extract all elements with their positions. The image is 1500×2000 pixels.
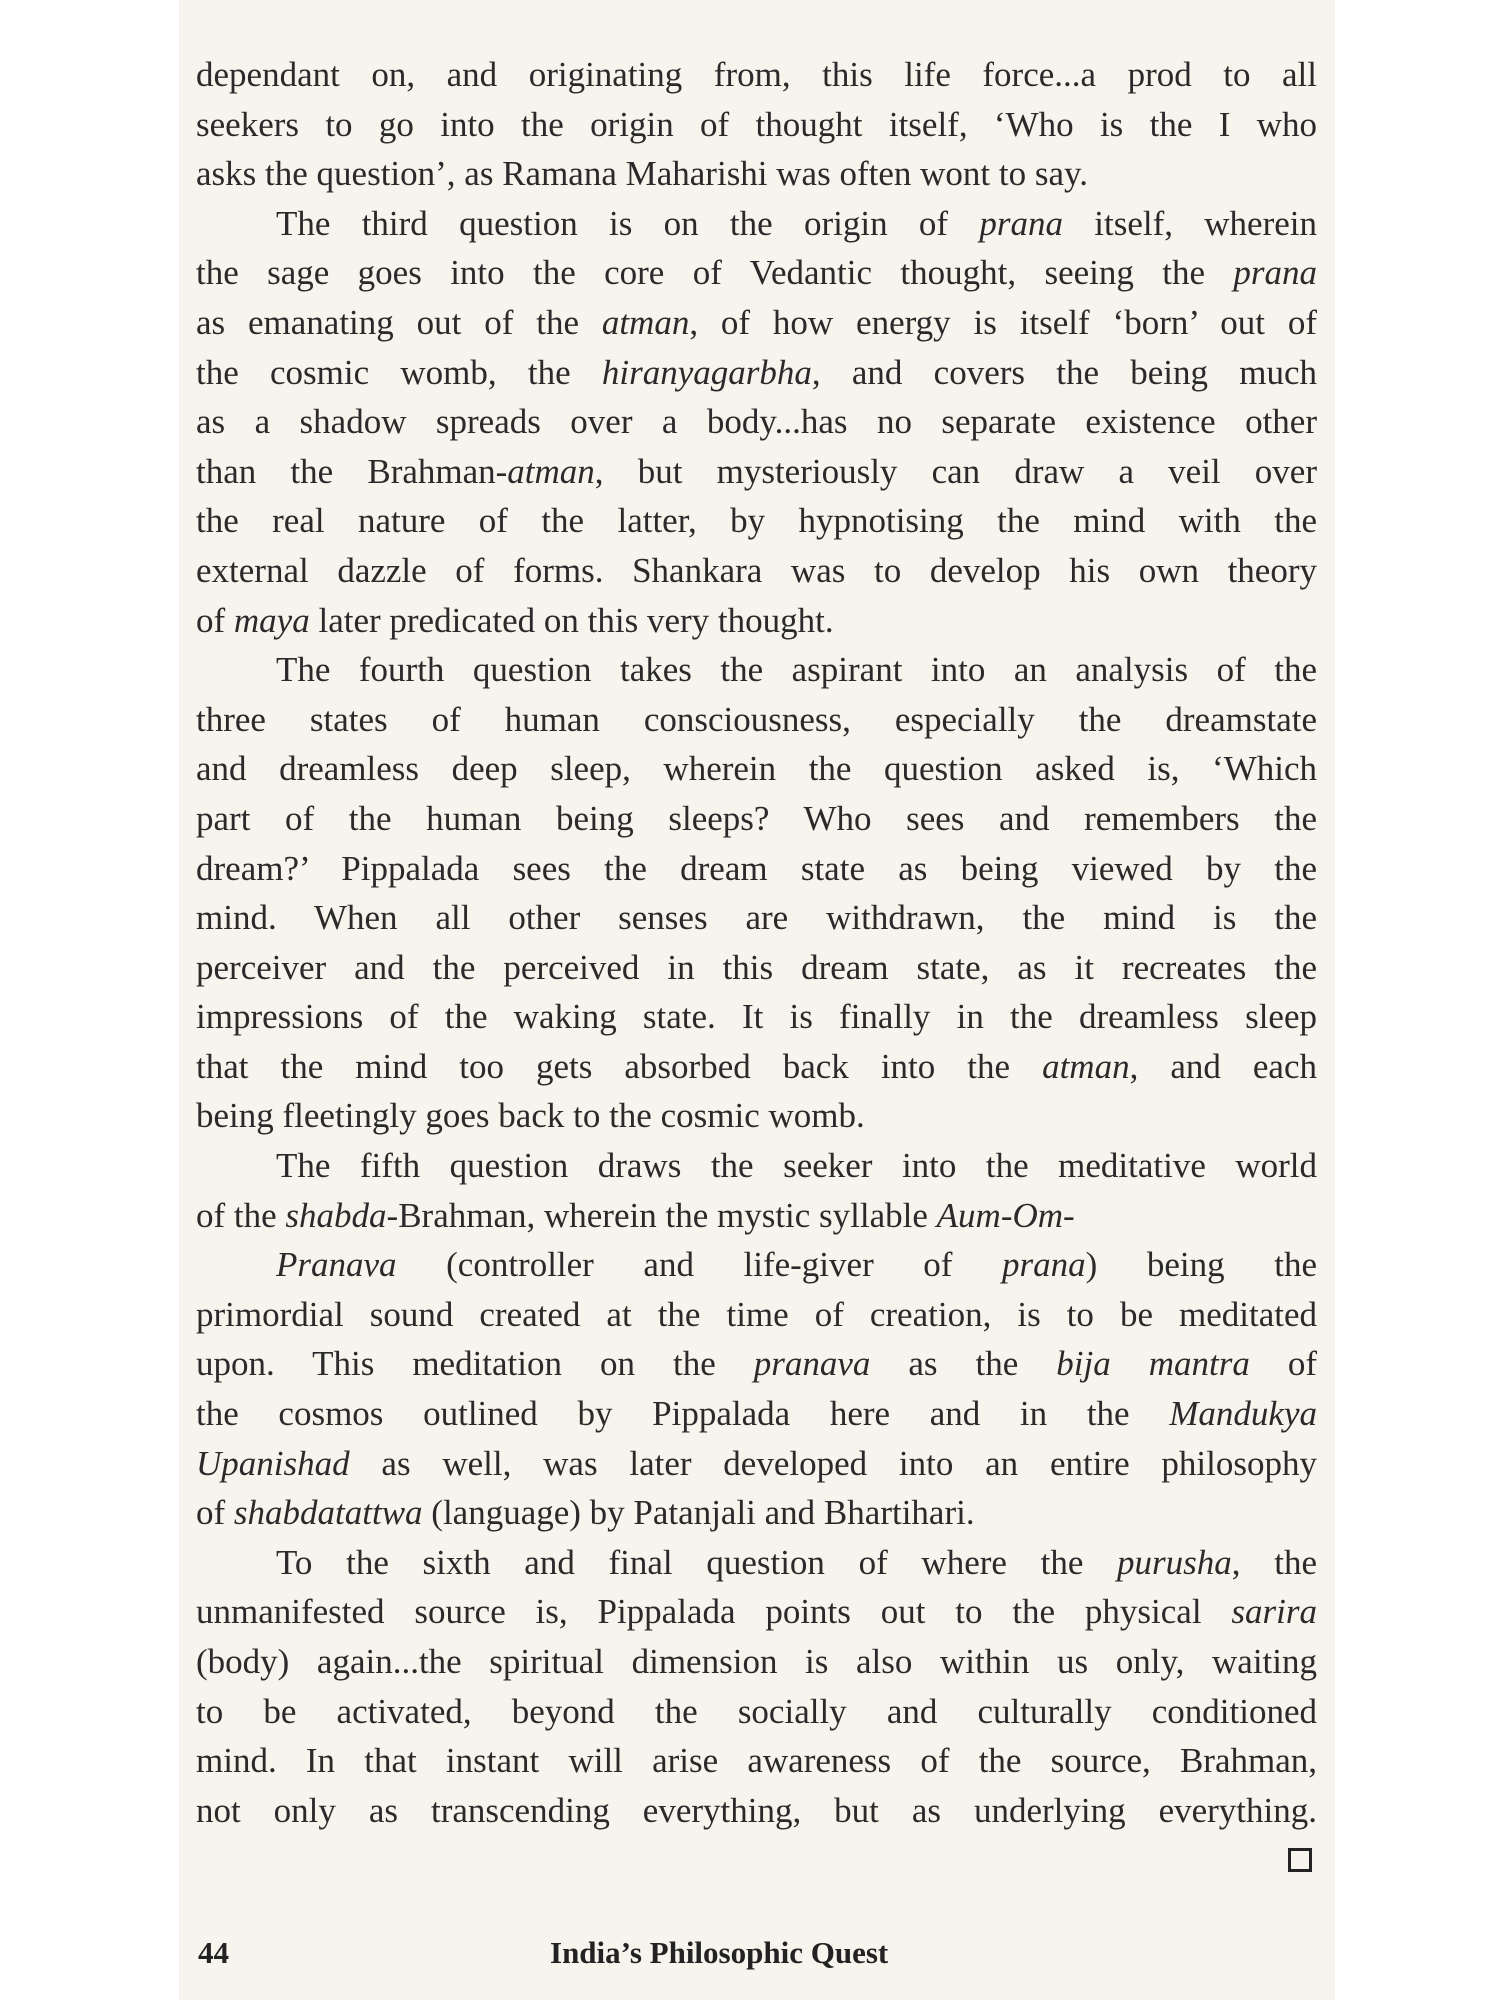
text-segment: -Brahman, wherein the mystic syllable bbox=[386, 1195, 937, 1235]
text-segment: three states of human consciousness, especially the dreamstate bbox=[196, 699, 1317, 739]
text-segment: mind. When all other senses are withdrawn, the mind is the bbox=[196, 898, 1317, 938]
text-line bbox=[196, 992, 1317, 1042]
italic-term: Aum-Om- bbox=[936, 1195, 1075, 1235]
text-line bbox=[196, 1240, 1317, 1290]
text-segment: being fleetingly goes back to the cosmic womb. bbox=[196, 1096, 865, 1136]
text-line bbox=[196, 50, 1317, 100]
text-line bbox=[196, 1439, 1317, 1489]
end-of-chapter-square-icon bbox=[1288, 1848, 1312, 1872]
italic-term: Upanishad bbox=[196, 1443, 350, 1483]
text-line bbox=[196, 1587, 1317, 1637]
text-segment: as a shadow spreads over a body...has no separate existence other bbox=[196, 402, 1317, 442]
text-line bbox=[196, 397, 1317, 447]
text-segment: dependant on, and originating from, this life force...a prod to all bbox=[196, 55, 1317, 94]
text-segment: the sage goes into the core of Vedantic thought, seeing the bbox=[196, 253, 1234, 293]
text-segment: as the bbox=[870, 1344, 1057, 1384]
text-line bbox=[196, 149, 1317, 199]
text-line bbox=[196, 199, 1317, 249]
text-line bbox=[196, 496, 1317, 546]
text-line bbox=[196, 100, 1317, 150]
text-segment: The third question is on the origin of bbox=[276, 203, 980, 243]
italic-term: shabda bbox=[285, 1195, 387, 1235]
text-segment: unmanifested source is, Pippalada points out to the physical bbox=[196, 1592, 1232, 1632]
text-line bbox=[196, 1339, 1317, 1389]
text-segment: To the sixth and final question of where the bbox=[276, 1542, 1118, 1582]
text-line bbox=[196, 893, 1317, 943]
text-segment: of bbox=[196, 1493, 234, 1533]
text-segment: mind. In that instant will arise awareness of the source, Brahman, bbox=[196, 1741, 1317, 1781]
italic-term: shabdatattwa bbox=[233, 1493, 423, 1533]
italic-term: atman bbox=[1042, 1046, 1130, 1086]
body-text bbox=[196, 50, 1317, 1835]
italic-term: prana bbox=[1233, 253, 1317, 293]
text-segment: that the mind too gets absorbed back into the bbox=[196, 1046, 1043, 1086]
text-line bbox=[196, 1042, 1317, 1092]
text-segment: the cosmic womb, the bbox=[196, 352, 602, 392]
text-line bbox=[196, 1687, 1317, 1737]
text-segment: (body) again...the spiritual dimension is also within us only, waiting bbox=[196, 1642, 1317, 1681]
text-line bbox=[196, 1389, 1317, 1439]
italic-term: Pranava bbox=[276, 1245, 397, 1285]
text-line bbox=[196, 348, 1317, 398]
italic-term: hiranyagarbha bbox=[601, 352, 812, 392]
text-line bbox=[196, 794, 1317, 844]
text-line bbox=[196, 1538, 1317, 1588]
text-segment: The fourth question takes the aspirant into an analysis of the bbox=[276, 650, 1317, 690]
text-segment: ) being the bbox=[1085, 1245, 1317, 1285]
page-number: 44 bbox=[198, 1935, 229, 1970]
text-line bbox=[196, 1488, 1317, 1538]
text-line bbox=[196, 1786, 1317, 1836]
italic-term: Mandukya bbox=[1169, 1394, 1317, 1434]
text-segment: the cosmos outlined by Pippalada here and in the bbox=[196, 1394, 1170, 1434]
text-line bbox=[196, 1091, 1317, 1141]
italic-term: prana bbox=[979, 203, 1063, 243]
text-line bbox=[196, 546, 1317, 596]
text-line bbox=[196, 1637, 1317, 1687]
text-segment: , and each bbox=[1129, 1046, 1317, 1086]
italic-term: sarira bbox=[1231, 1592, 1317, 1632]
text-line bbox=[196, 695, 1317, 745]
text-segment: asks the question’, as Ramana Maharishi was often wont to say. bbox=[196, 154, 1088, 194]
text-segment: dream?’ Pippalada sees the dream state as being viewed by the bbox=[196, 848, 1317, 888]
italic-term: bija mantra bbox=[1056, 1344, 1250, 1384]
text-segment: (controller and life-giver of bbox=[396, 1245, 1003, 1285]
text-line bbox=[196, 248, 1317, 298]
text-line bbox=[196, 298, 1317, 348]
italic-term: purusha bbox=[1117, 1542, 1232, 1582]
running-head: India’s Philosophic Quest bbox=[550, 1935, 889, 1970]
text-segment: the real nature of the latter, by hypnotising the mind with the bbox=[196, 501, 1317, 541]
text-segment: of the bbox=[196, 1195, 286, 1235]
text-segment: primordial sound created at the time of creation, is to be meditated bbox=[196, 1294, 1317, 1334]
text-segment: as well, was later developed into an entire philosophy bbox=[349, 1443, 1317, 1483]
italic-term: atman bbox=[601, 302, 690, 342]
text-line bbox=[196, 1141, 1317, 1191]
text-line bbox=[196, 744, 1317, 794]
text-segment: part of the human being sleeps? Who sees and remembers the bbox=[196, 798, 1317, 838]
italic-term: maya bbox=[233, 600, 310, 640]
italic-term: pranava bbox=[753, 1344, 871, 1384]
text-segment: The fifth question draws the seeker into the meditative world bbox=[276, 1146, 1317, 1186]
text-line bbox=[196, 1290, 1317, 1340]
text-segment: , but mysteriously can draw a veil over bbox=[594, 451, 1317, 491]
text-line bbox=[196, 844, 1317, 894]
text-segment: seekers to go into the origin of thought itself, ‘Who is the I who bbox=[196, 104, 1317, 144]
text-segment: impressions of the waking state. It is finally in the dreamless sleep bbox=[196, 997, 1317, 1037]
text-line bbox=[196, 943, 1317, 993]
text-segment: , of how energy is itself ‘born’ out of bbox=[689, 302, 1317, 342]
text-segment: (language) by Patanjali and Bhartihari. bbox=[422, 1493, 975, 1533]
text-segment: to be activated, beyond the socially and culturally conditioned bbox=[196, 1691, 1317, 1731]
italic-term: atman bbox=[507, 451, 595, 491]
text-line bbox=[196, 447, 1317, 497]
text-segment: , the bbox=[1231, 1542, 1317, 1582]
text-segment: of bbox=[196, 600, 234, 640]
text-segment: , and covers the being much bbox=[811, 352, 1317, 392]
text-segment: as emanating out of the bbox=[196, 302, 602, 342]
text-segment: not only as transcending everything, but as underlying everything. bbox=[196, 1790, 1317, 1830]
text-segment: upon. This meditation on the bbox=[196, 1344, 754, 1384]
text-line bbox=[196, 1191, 1317, 1241]
text-line bbox=[196, 645, 1317, 695]
text-line bbox=[196, 596, 1317, 646]
text-segment: than the Brahman- bbox=[196, 451, 508, 491]
text-segment: external dazzle of forms. Shankara was to develop his own theory bbox=[196, 550, 1317, 590]
italic-term: prana bbox=[1002, 1245, 1086, 1285]
text-segment: later predicated on this very thought. bbox=[309, 600, 834, 640]
text-segment: perceiver and the perceived in this dream state, as it recreates the bbox=[196, 947, 1317, 987]
text-line bbox=[196, 1736, 1317, 1786]
text-segment: and dreamless deep sleep, wherein the question asked is, ‘Which bbox=[196, 749, 1317, 789]
text-segment: of bbox=[1249, 1344, 1317, 1384]
text-segment: itself, wherein bbox=[1062, 203, 1317, 243]
